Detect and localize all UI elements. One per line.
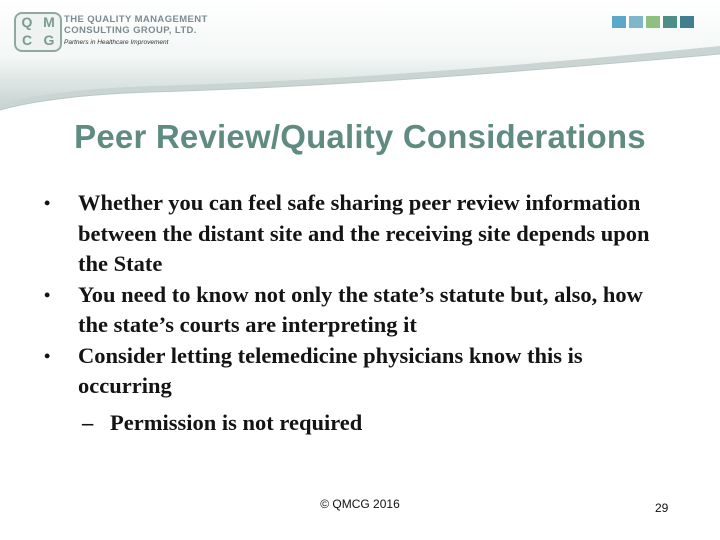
org-tagline: Partners in Healthcare Improvement: [64, 39, 169, 46]
color-square: [629, 16, 643, 28]
logo-letter-g: G: [43, 32, 55, 48]
sub-bullet-marker: –: [82, 409, 94, 435]
sub-bullet-text: Permission is not required: [110, 409, 363, 435]
bullet-item: [42, 341, 662, 402]
org-name-block: [64, 14, 208, 46]
color-square: [612, 16, 626, 28]
bullet-text: Consider letting telemedicine physicians know this is occurring: [78, 342, 583, 398]
bullet-text: Whether you can feel safe sharing peer review information between the distant site and the receiving site depends upon the State: [78, 190, 650, 276]
logo-letter-c: C: [21, 32, 33, 48]
org-name-line2: CONSULTING GROUP, LTD.: [64, 25, 197, 36]
bullet-item: [42, 280, 662, 341]
page-number: 29: [655, 501, 669, 515]
org-name-line1: THE QUALITY MANAGEMENT: [64, 14, 208, 25]
logo-letter-q: Q: [21, 14, 33, 30]
decorative-squares: [612, 16, 694, 28]
copyright-footer: © QMCG 2016: [320, 497, 400, 511]
bullet-item: [42, 188, 662, 280]
color-square: [680, 16, 694, 28]
bullet-marker: •: [44, 193, 51, 213]
color-square: [646, 16, 660, 28]
qmcg-logo: [14, 12, 62, 52]
bullet-list: [42, 188, 662, 438]
bullet-marker: •: [44, 284, 51, 305]
color-square: [663, 16, 677, 28]
bullet-marker: •: [44, 345, 51, 366]
slide-title: Peer Review/Quality Considerations: [74, 118, 646, 155]
sub-bullet-item: [42, 408, 662, 439]
logo-letter-m: M: [43, 14, 55, 30]
bullet-text: You need to know not only the state’s statute but, also, how the state’s courts are interpreting it: [78, 281, 643, 337]
